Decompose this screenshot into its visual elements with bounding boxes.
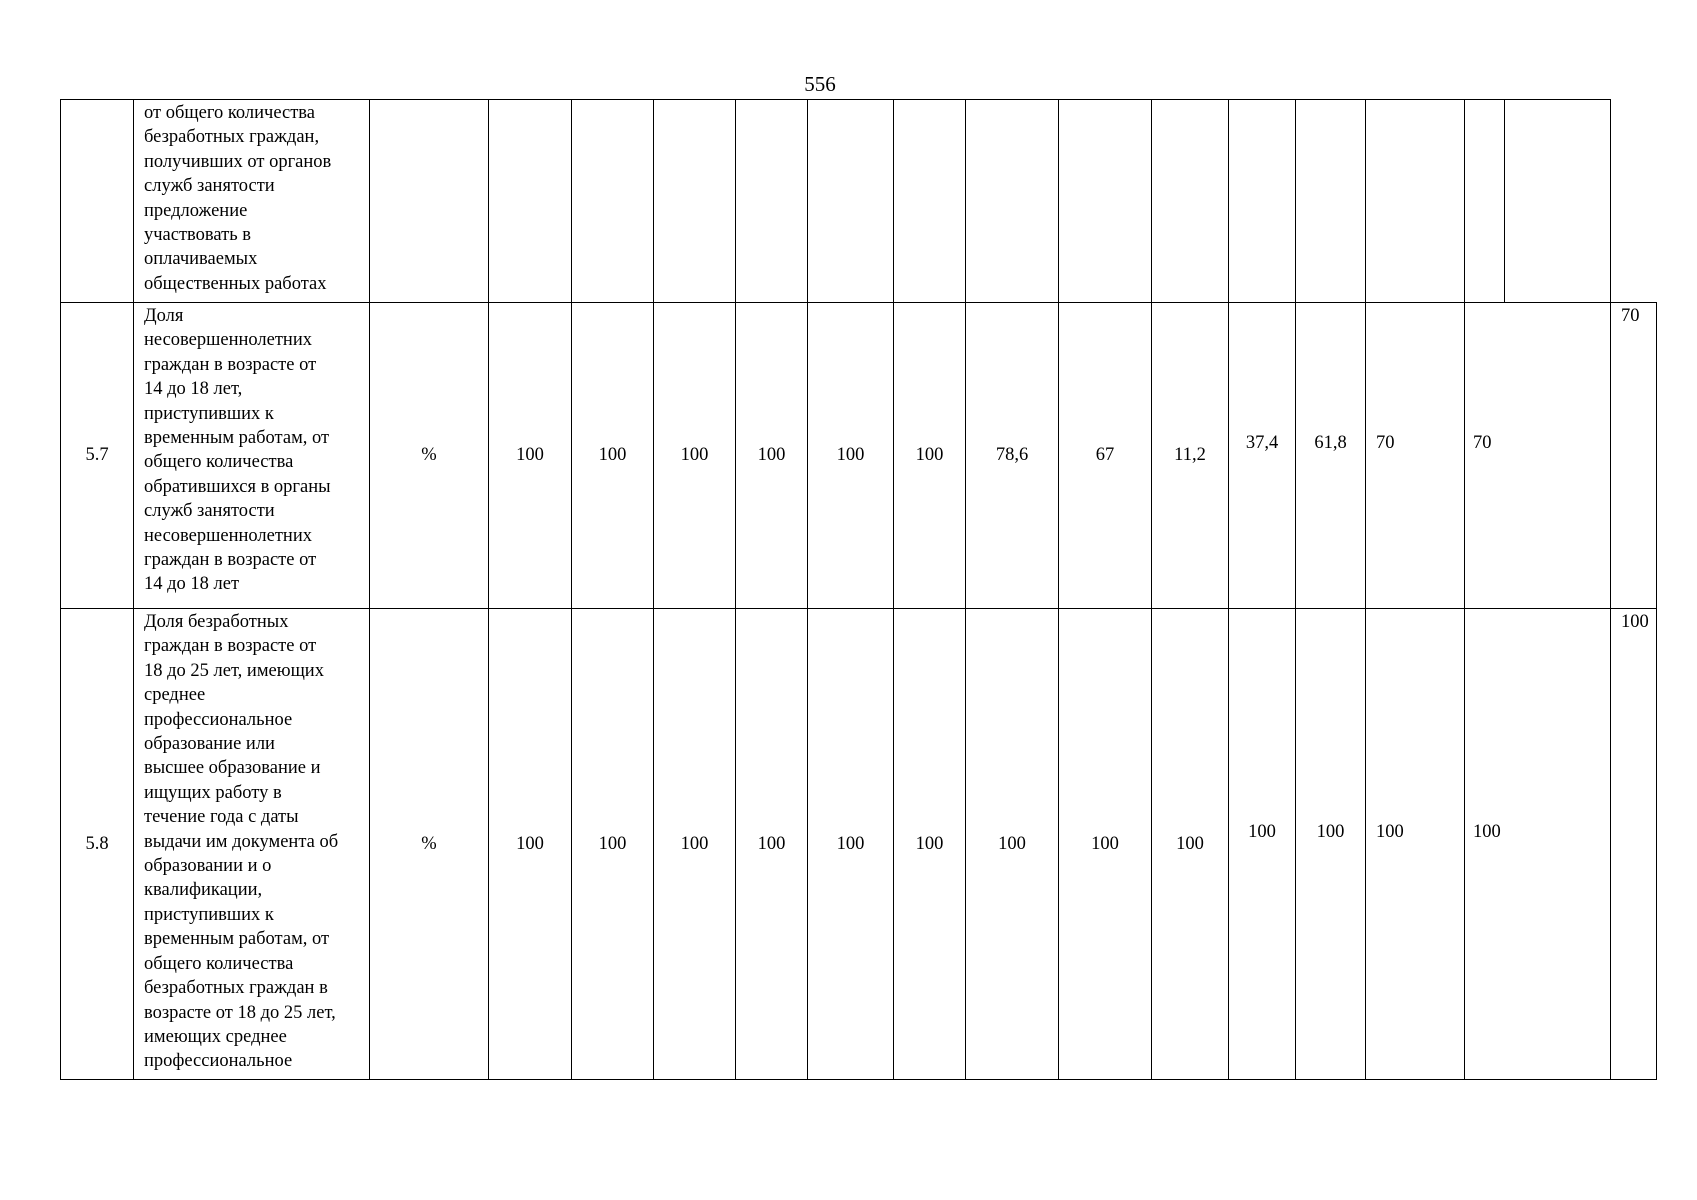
- row-number-cell: 5.7: [61, 303, 134, 609]
- unit-cell: %: [370, 609, 489, 1080]
- row-number-cell: [61, 100, 134, 303]
- value-cell: [736, 100, 808, 303]
- value-cell: [1296, 100, 1366, 303]
- value-cell: [654, 100, 736, 303]
- value-text: 100: [1248, 821, 1276, 842]
- value-cell: 100: [894, 609, 966, 1080]
- value-cell: 100: [572, 609, 654, 1080]
- indicator-description: от общего количества безработных граждан, получивших от органов служб занятости предложение участвовать в оплачиваемых общественных работах: [134, 100, 370, 303]
- value-cell-last: [1505, 100, 1611, 303]
- value-cell: [572, 100, 654, 303]
- table-row-5-8: [61, 609, 1657, 1080]
- value-cell: [1366, 100, 1465, 303]
- value-cell: 100: [808, 609, 894, 1080]
- value-cell: [1465, 609, 1611, 1080]
- value-cell: 100: [489, 303, 572, 609]
- row-number-cell: 5.8: [61, 609, 134, 1080]
- value-text: 70: [1376, 433, 1395, 454]
- value-cell: [1229, 609, 1296, 1080]
- value-cell: [966, 100, 1059, 303]
- value-cell-last: 100: [1611, 609, 1657, 1080]
- value-cell: [1465, 100, 1505, 303]
- table-row-continuation: [61, 100, 1657, 303]
- unit-cell: %: [370, 303, 489, 609]
- value-cell: [1366, 303, 1465, 609]
- indicators-table: [60, 99, 1657, 1080]
- value-text: 70: [1473, 433, 1492, 454]
- value-cell: 100: [572, 303, 654, 609]
- value-cell: 11,2: [1152, 303, 1229, 609]
- value-cell: 100: [1059, 609, 1152, 1080]
- value-text: 100: [1376, 821, 1404, 842]
- value-text: 100: [1316, 821, 1345, 842]
- indicator-description: Доля безработных граждан в возрасте от 18 до 25 лет, имеющих среднее профессиональное образование или высшее образование и ищущих работу в течение года с даты выдачи им документа об образовании и о квалификации, приступивших к временным работам, от общего количества безработных граждан в возрасте от 18 до 25 лет, имеющих среднее профессиональное: [134, 609, 370, 1080]
- page-number: 556: [804, 72, 836, 96]
- value-cell: [1229, 303, 1296, 609]
- table-row-5-7: [61, 303, 1657, 609]
- value-cell: [1465, 303, 1611, 609]
- value-cell: [489, 100, 572, 303]
- value-cell: [894, 100, 966, 303]
- value-text: 100: [1473, 821, 1501, 842]
- value-cell: [1059, 100, 1152, 303]
- value-cell: [1152, 100, 1229, 303]
- value-cell: 100: [1152, 609, 1229, 1080]
- unit-cell: [370, 100, 489, 303]
- value-cell: 100: [654, 609, 736, 1080]
- value-cell: [1296, 303, 1366, 609]
- value-text: 37,4: [1245, 433, 1279, 454]
- value-cell: [1229, 100, 1296, 303]
- value-cell: 78,6: [966, 303, 1059, 609]
- value-cell: 100: [654, 303, 736, 609]
- indicator-description: Доля несовершеннолетних граждан в возрасте от 14 до 18 лет, приступивших к временным работам, от общего количества обратившихся в органы служб занятости несовершеннолетних граждан в возрасте от 14 до 18 лет: [134, 303, 370, 609]
- value-cell: 100: [489, 609, 572, 1080]
- value-text: 61,8: [1314, 433, 1347, 454]
- value-cell: 100: [808, 303, 894, 609]
- value-cell: 100: [894, 303, 966, 609]
- value-cell: [1366, 609, 1465, 1080]
- value-cell: 100: [966, 609, 1059, 1080]
- value-cell: 100: [736, 303, 808, 609]
- value-cell: 100: [736, 609, 808, 1080]
- value-cell: 67: [1059, 303, 1152, 609]
- value-cell-last: 70: [1611, 303, 1657, 609]
- value-cell: [1296, 609, 1366, 1080]
- value-cell: [808, 100, 894, 303]
